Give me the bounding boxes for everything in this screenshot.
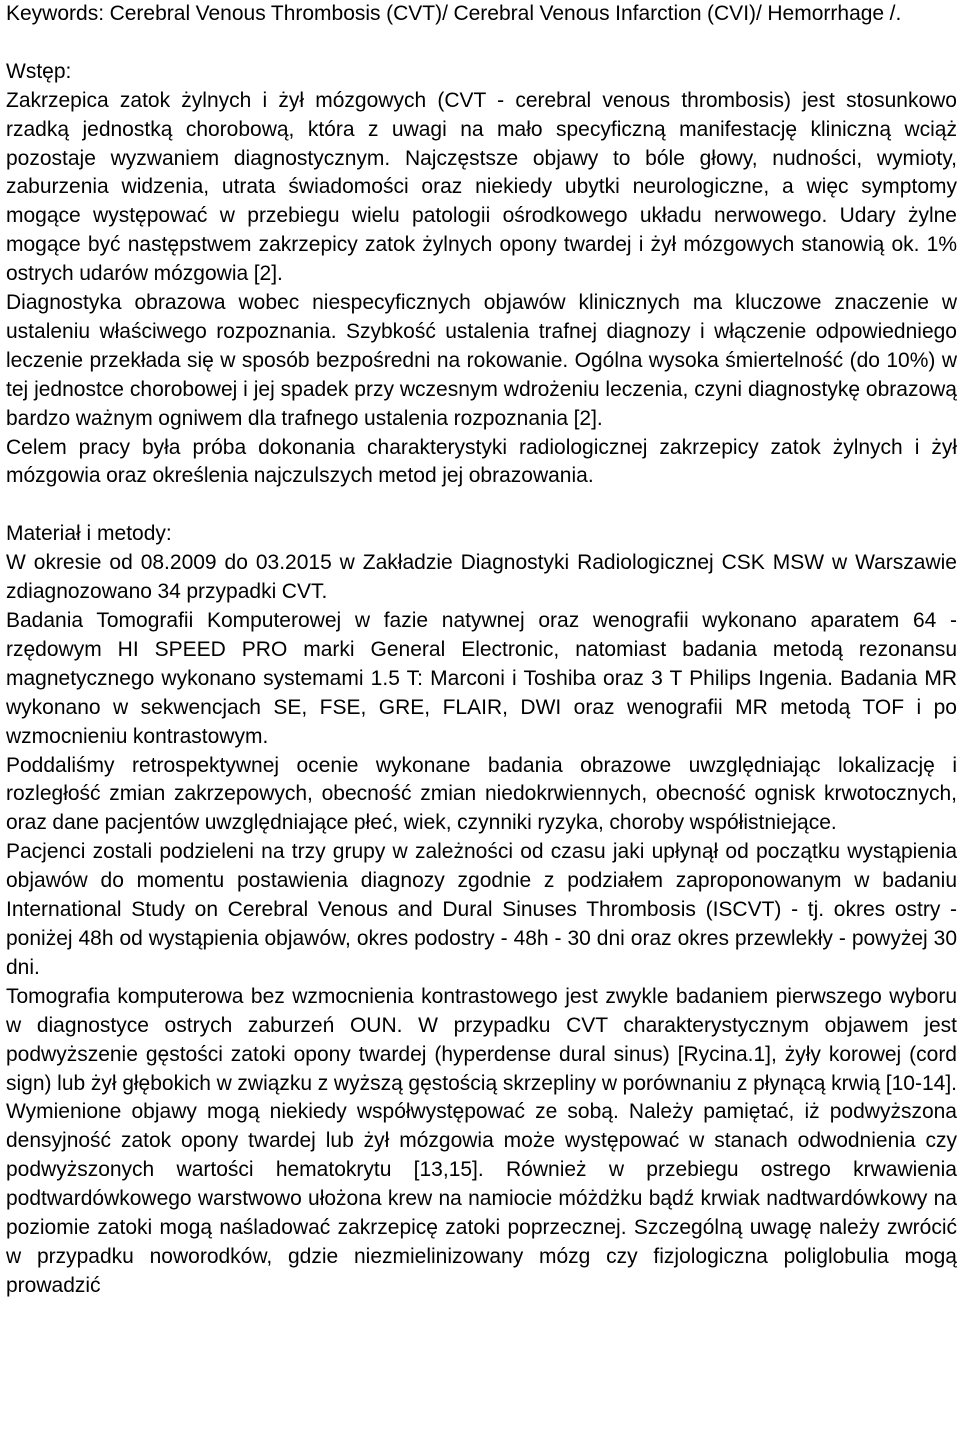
keywords-line: Keywords: Cerebral Venous Thrombosis (CVT)/ Cerebral Venous Infarction (CVI)/ Hemorrhage /. <box>6 2 902 25</box>
intro-paragraph: Zakrzepica zatok żylnych i żył mózgowych (CVT - cerebral venous thrombosis) jest stosunkowo rzadką jednostką chorobową, która z uwagi na mało specyficzną manifestację kliniczną wciąż pozostaje wyzwaniem diagnostycznym. Najczęstsze objawy to bóle głowy, nudności, wymioty, zaburzenia widzenia, utrata świadomości oraz niekiedy ubytki neurologiczne, a więc symptomy mogące występować w przebiegu wielu patologii ośrodkowego układu nerwowego. Udary żylne mogące być następstwem zakrzepicy zatok żylnych opony twardej i żył mózgowych stanowią ok. 1% ostrych udarów mózgowia [2]. <box>6 88 957 286</box>
methods-paragraph: Tomografia komputerowa bez wzmocnienia kontrastowego jest zwykle badaniem pierwszego wyboru w diagnostyce ostrych zaburzeń OUN. W przypadku CVT charakterystycznym objawem jest podwyższenie gęstości zatoki opony twardej (hyperdense dural sinus) [Rycina.1], żyły korowej (cord sign) lub żył głębokich w związku z wyższą gęstością skrzepliny w porównaniu z płynącą krwią [10-14]. Wymienione objawy mogą niekiedy współwystępować ze sobą. Należy pamiętać, iż podwyższona densyjność zatok opony twardej lub żył mózgowia może występować w stanach odwodnienia czy podwyższonych wartości hematokrytu [13,15]. Również w przebiegu ostrego krwawienia podtwardówkowego warstwowo ułożona krew na namiocie móżdżku bądź krwiak nadtwardówkowy na poziomie zatoki mogą naśladować zakrzepicę zatoki poprzecznej. Szczególną uwagę należy zwrócić w przypadku noworodków, gdzie niezmielinizowany mózg czy fizjologiczna poliglobulia mogą prowadzić <box>6 984 957 1297</box>
methods-paragraph: Pacjenci zostali podzieleni na trzy grupy w zależności od czasu jaki upłynął od początku wystąpienia objawów do momentu postawienia diagnozy zgodnie z podziałem zaproponowanym w badaniu International Study on Cerebral Venous and Dural Sinuses Thrombosis (ISCVT) - tj. okres ostry - poniżej 48h od wystąpienia objawów, okres podostry - 48h - 30 dni oraz okres przewlekły - powyżej 30 dni. <box>6 840 957 979</box>
methods-paragraph: Badania Tomografii Komputerowej w fazie natywnej oraz wenografii wykonano aparatem 64 - rzędowym HI SPEED PRO marki General Electronic, natomiast badania metodą rezonansu magnetycznego wykonano systemami 1.5 T: Marconi i Toshiba oraz 3 T Philips Ingenia. Badania MR wykonano w sekwencjach SE, FSE, GRE, FLAIR, DWI oraz wenografii MR metodą TOF i po wzmocnieniu kontrastowym. <box>6 609 957 748</box>
spacer <box>6 491 957 520</box>
methods-paragraph: W okresie od 08.2009 do 03.2015 w Zakładzie Diagnostyki Radiologicznej CSK MSW w Warszawie zdiagnozowano 34 przypadki CVT. <box>6 551 957 604</box>
intro-paragraph: Diagnostyka obrazowa wobec niespecyficznych objawów klinicznych ma kluczowe znaczenie w ustaleniu właściwego rozpoznania. Szybkość ustalenia trafnej diagnozy i włączenie odpowiedniego leczenie przekłada się w sposób bezpośredni na rokowanie. Ogólna wysoka śmiertelność (do 10%) w tej jednostce chorobowej i jej spadek przy wczesnym wdrożeniu leczenia, czyni diagnostykę obrazową bardzo ważnym ogniwem dla trafnego ustalenia rozpoznania [2]. <box>6 291 957 430</box>
spacer <box>6 29 957 58</box>
methods-heading: Materiał i metody: <box>6 522 172 546</box>
intro-paragraph: Celem pracy była próba dokonania charakterystyki radiologicznej zakrzepicy zatok żylnych i żył mózgowia oraz określenia najczulszych metod jej obrazowania. <box>6 435 957 488</box>
intro-heading: Wstęp: <box>6 59 72 83</box>
methods-paragraph: Poddaliśmy retrospektywnej ocenie wykonane badania obrazowe uwzględniając lokalizację i rozległość zmian zakrzepowych, obecność zmian niedokrwiennych, obecność ognisk krwotocznych, oraz dane pacjentów uwzględniające płeć, wiek, czynniki ryzyka, choroby współistniejące. <box>6 753 957 835</box>
